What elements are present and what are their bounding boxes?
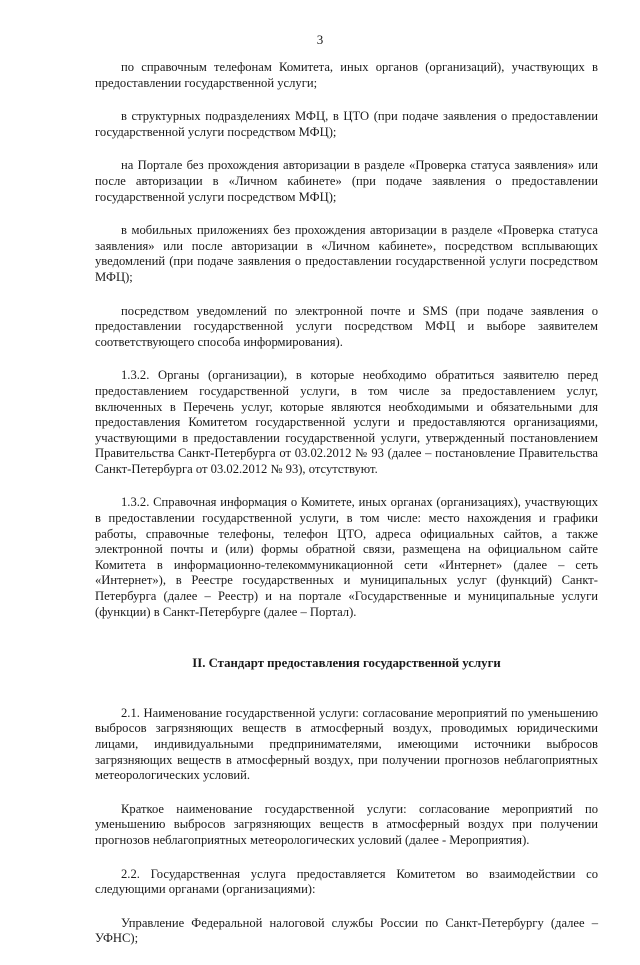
page-number: 3: [316, 32, 324, 47]
paragraph-1-3-2-reference-info: 1.3.2. Справочная информация о Комитете, иных органах (организациях), участвующих в предоставлении государственной услуги, в том числе: место нахождения и графики работы, справочные телефоны, телефон ЦТО, адреса официальных сайтов, а также электронной почты и (или) формы обратной связи, размещена на официальном сайте Комитета в информационно-телекоммуникационной сети «Интернет» (далее – сеть «Интернет»), в Реестре государственных и муниципальных услуг (функций) Санкт-Петербурга (далее – Реестр) и на портале «Государственные и муниципальные услуги (функции) в Санкт-Петербурге (далее – Портал).: [95, 495, 598, 619]
paragraph-inform-mobile: в мобильных приложениях без прохождения авторизации в разделе «Проверка статуса заявления» или после авторизации в «Личном кабинете», посредством всплывающих уведомлений (при подаче заявления о предоставлении государственной услуги посредством МФЦ);: [95, 223, 598, 284]
paragraph-inform-portal: на Портале без прохождения авторизации в разделе «Проверка статуса заявления» или после авторизации в «Личном кабинете» (при подаче заявления о предоставлении государственной услуги посредством МФЦ);: [95, 158, 598, 204]
paragraph-inform-email-sms: посредством уведомлений по электронной почте и SMS (при подаче заявления о предоставлении государственной услуги посредством МФЦ и выборе заявителем соответствующего способа информирования).: [95, 303, 598, 349]
paragraph-inform-mfc: в структурных подразделениях МФЦ, в ЦТО (при подаче заявления о предоставлении государственной услуги посредством МФЦ);: [95, 109, 598, 139]
paragraph-1-3-2-organs: 1.3.2. Органы (организации), в которые необходимо обратиться заявителю перед предоставлением государственной услуги, в том числе за предоставлением услуг, включенных в Перечень услуг, которые являются необходимыми и обязательными для предоставления Комитетом государственной услуги и предоставляются организациями, участвующими в предоставлении государственной услуги, утвержденный постановлением Правительства Санкт-Петербурга от 03.02.2012 № 93 (далее – постановление Правительства Санкт-Петербурга от 03.02.2012 № 93), отсутствуют.: [95, 368, 598, 476]
paragraph-ufns: Управление Федеральной налоговой службы России по Санкт-Петербургу (далее – УФНС);: [95, 915, 598, 946]
document-body: [95, 60, 598, 965]
paragraph-2-2-interaction: 2.2. Государственная услуга предоставляется Комитетом во взаимодействии со следующими органами (организациями):: [95, 866, 598, 897]
paragraph-inform-phone: по справочным телефонам Комитета, иных органов (организаций), участвующих в предоставлении государственной услуги;: [95, 60, 598, 90]
section-heading: II. Стандарт предоставления государственной услуги: [192, 656, 501, 671]
paragraph-short-name: Краткое наименование государственной услуги: согласование мероприятий по уменьшению выбросов загрязняющих веществ в атмосферный воздух при получении прогнозов неблагоприятных метеорологических условий (далее - Мероприятия).: [95, 801, 598, 847]
paragraph-2-1-service-name: 2.1. Наименование государственной услуги: согласование мероприятий по уменьшению выбросов загрязняющих веществ в атмосферный воздух, проводимых юридическими лицами, индивидуальными предпринимателями, имеющими источники выбросов загрязняющих веществ в атмосферный воздух, при получении прогнозов неблагоприятных метеорологических условий.: [95, 705, 598, 783]
